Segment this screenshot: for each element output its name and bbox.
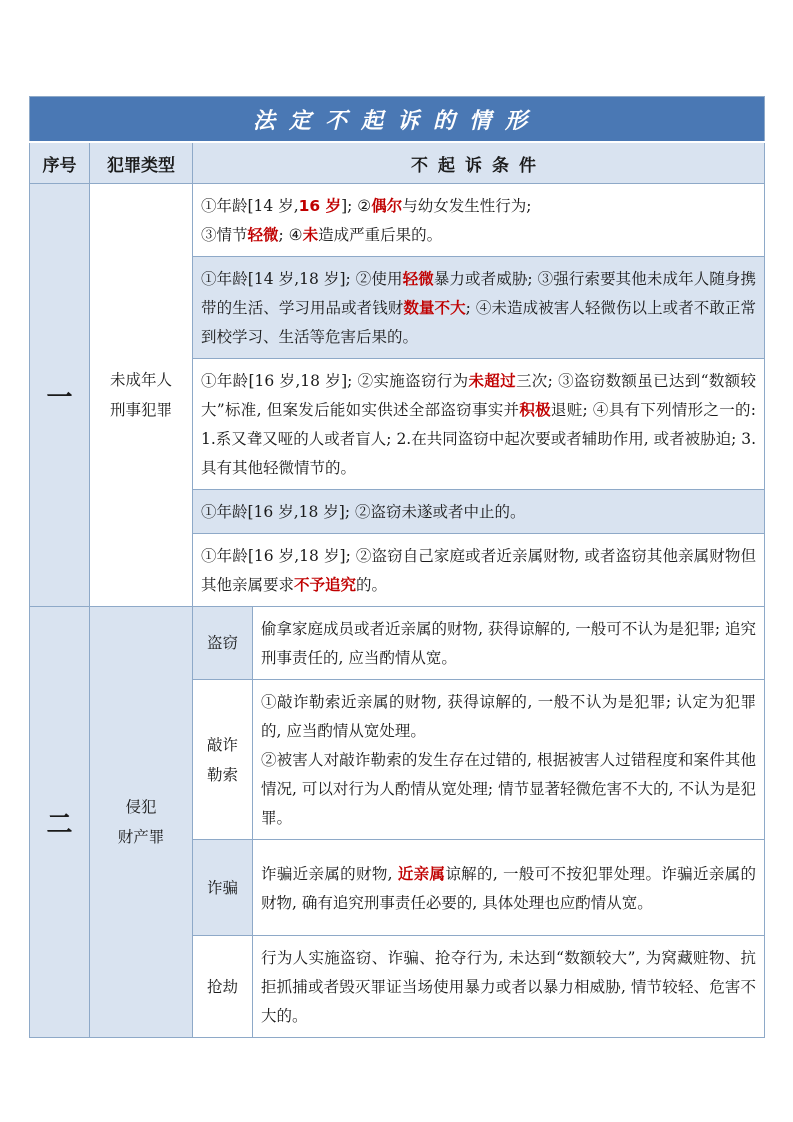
sub-type-cell: 诈骗 <box>193 840 253 936</box>
text-segment: 行为人实施盗窃、诈骗、抢夺行为, 未达到“数额较大”, 为窝藏赃物、抗拒抓捕或者毁灭罪证当场使用暴力或者以暴力相威胁, 情节较轻、危害不大的。 <box>261 949 757 1025</box>
header-conditions: 不起诉条件 <box>193 142 765 184</box>
text-segment: 退赃; ④具有下列情形之一的: 1.系又聋又哑的人或者盲人; 2.在共同盗窃中起次要或者辅助作用, 或者被胁迫; 3.具有其他轻微情节的。 <box>201 401 757 477</box>
text-segment: 造成严重后果的。 <box>318 226 443 244</box>
text-segment: ①年龄[14 岁,18 岁]; ②使用 <box>201 270 403 288</box>
condition-cell <box>253 607 765 680</box>
condition-paragraph <box>261 688 756 746</box>
highlighted-text: 16 岁 <box>298 197 342 215</box>
crime-type-line: 刑事犯罪 <box>109 401 172 419</box>
section-number: 一 <box>30 184 90 607</box>
crime-type-cell <box>90 184 193 607</box>
text-segment: 暴力或者威胁; ③强行索要其他未成年人随身携带的生活、学习用品或者钱财 <box>201 270 756 317</box>
condition-cell <box>253 680 765 840</box>
text-segment: ; ④ <box>278 226 303 244</box>
text-segment: ①年龄[16 岁,18 岁]; ②实施盗窃行为 <box>201 372 469 390</box>
conditions-table <box>29 96 765 1038</box>
condition-cell <box>253 936 765 1038</box>
text-segment: ③情节 <box>201 226 248 244</box>
condition-line <box>201 192 756 221</box>
highlighted-text: 未超过 <box>468 372 516 390</box>
highlighted-text: 轻微 <box>402 270 434 288</box>
text-segment: 与幼女发生性行为; <box>402 197 532 215</box>
condition-cell <box>253 840 765 936</box>
condition-cell <box>193 257 765 359</box>
text-segment: ②被害人对敲诈勒索的发生存在过错的, 根据被害人过错程度和案件其他情况, 可以对行为人酌情从宽处理; 情节显著轻微危害不大的, 不认为是犯罪。 <box>261 751 757 827</box>
sub-type-line: 敲诈 <box>206 735 238 754</box>
condition-cell <box>193 534 765 607</box>
text-segment: ]; ② <box>341 197 372 215</box>
condition-cell <box>193 490 765 534</box>
header-crime-type: 犯罪类型 <box>90 142 193 184</box>
text-segment: ①年龄[16 岁,18 岁]; ②盗窃自己家庭或者近亲属财物, 或者盗窃其他亲属财物但其他亲属要求 <box>201 547 757 594</box>
text-segment: 诈骗近亲属的财物, <box>261 864 398 883</box>
crime-type-cell <box>90 607 193 1038</box>
crime-type-line: 未成年人 <box>109 371 172 389</box>
section-number: 二 <box>30 607 90 1038</box>
highlighted-text: 不予追究 <box>294 576 357 594</box>
condition-paragraph <box>261 746 756 833</box>
crime-type-line: 财产罪 <box>117 828 165 846</box>
highlighted-text: 未 <box>302 226 319 244</box>
sub-type-cell <box>193 680 253 840</box>
header-seq: 序号 <box>30 142 90 184</box>
condition-cell <box>193 184 765 257</box>
text-segment: 三次; ③盗窃数额虽已达到“数额较大”标准, 但案发后能如实供述全部盗窃事实并 <box>201 372 756 419</box>
condition-line <box>201 221 756 250</box>
sub-type-cell: 抢劫 <box>193 936 253 1038</box>
text-segment: ①年龄[14 岁, <box>201 197 299 215</box>
page-title: 法定不起诉的情形 <box>30 97 765 143</box>
text-segment: ①年龄[16 岁,18 岁]; ②盗窃未遂或者中止的。 <box>201 503 526 521</box>
text-segment: 偷拿家庭成员或者近亲属的财物, 获得谅解的, 一般可不认为是犯罪; 追究刑事责任的, 应当酌情从宽。 <box>261 620 757 667</box>
text-segment: 谅解的, 一般可不按犯罪处理。诈骗近亲属的财物, 确有追究刑事责任必要的, 具体处理也应酌情从宽。 <box>261 864 757 912</box>
highlighted-text: 积极 <box>519 401 551 419</box>
crime-type-line: 侵犯 <box>125 798 157 816</box>
text-segment: ; ④未造成被害人轻微伤以上或者不敢正常到校学习、生活等危害后果的。 <box>201 299 757 346</box>
highlighted-text: 轻微 <box>247 226 279 244</box>
condition-cell <box>193 359 765 490</box>
sub-type-line: 勒索 <box>206 765 238 784</box>
highlighted-text: 数量不大 <box>403 299 466 317</box>
text-segment: ①敲诈勒索近亲属的财物, 获得谅解的, 一般不认为是犯罪; 认定为犯罪的, 应当酌情从宽处理。 <box>261 693 757 740</box>
highlighted-text: 近亲属 <box>397 864 446 883</box>
sub-type-cell: 盗窃 <box>193 607 253 680</box>
text-segment: 的。 <box>356 576 388 594</box>
highlighted-text: 偶尔 <box>371 197 403 215</box>
